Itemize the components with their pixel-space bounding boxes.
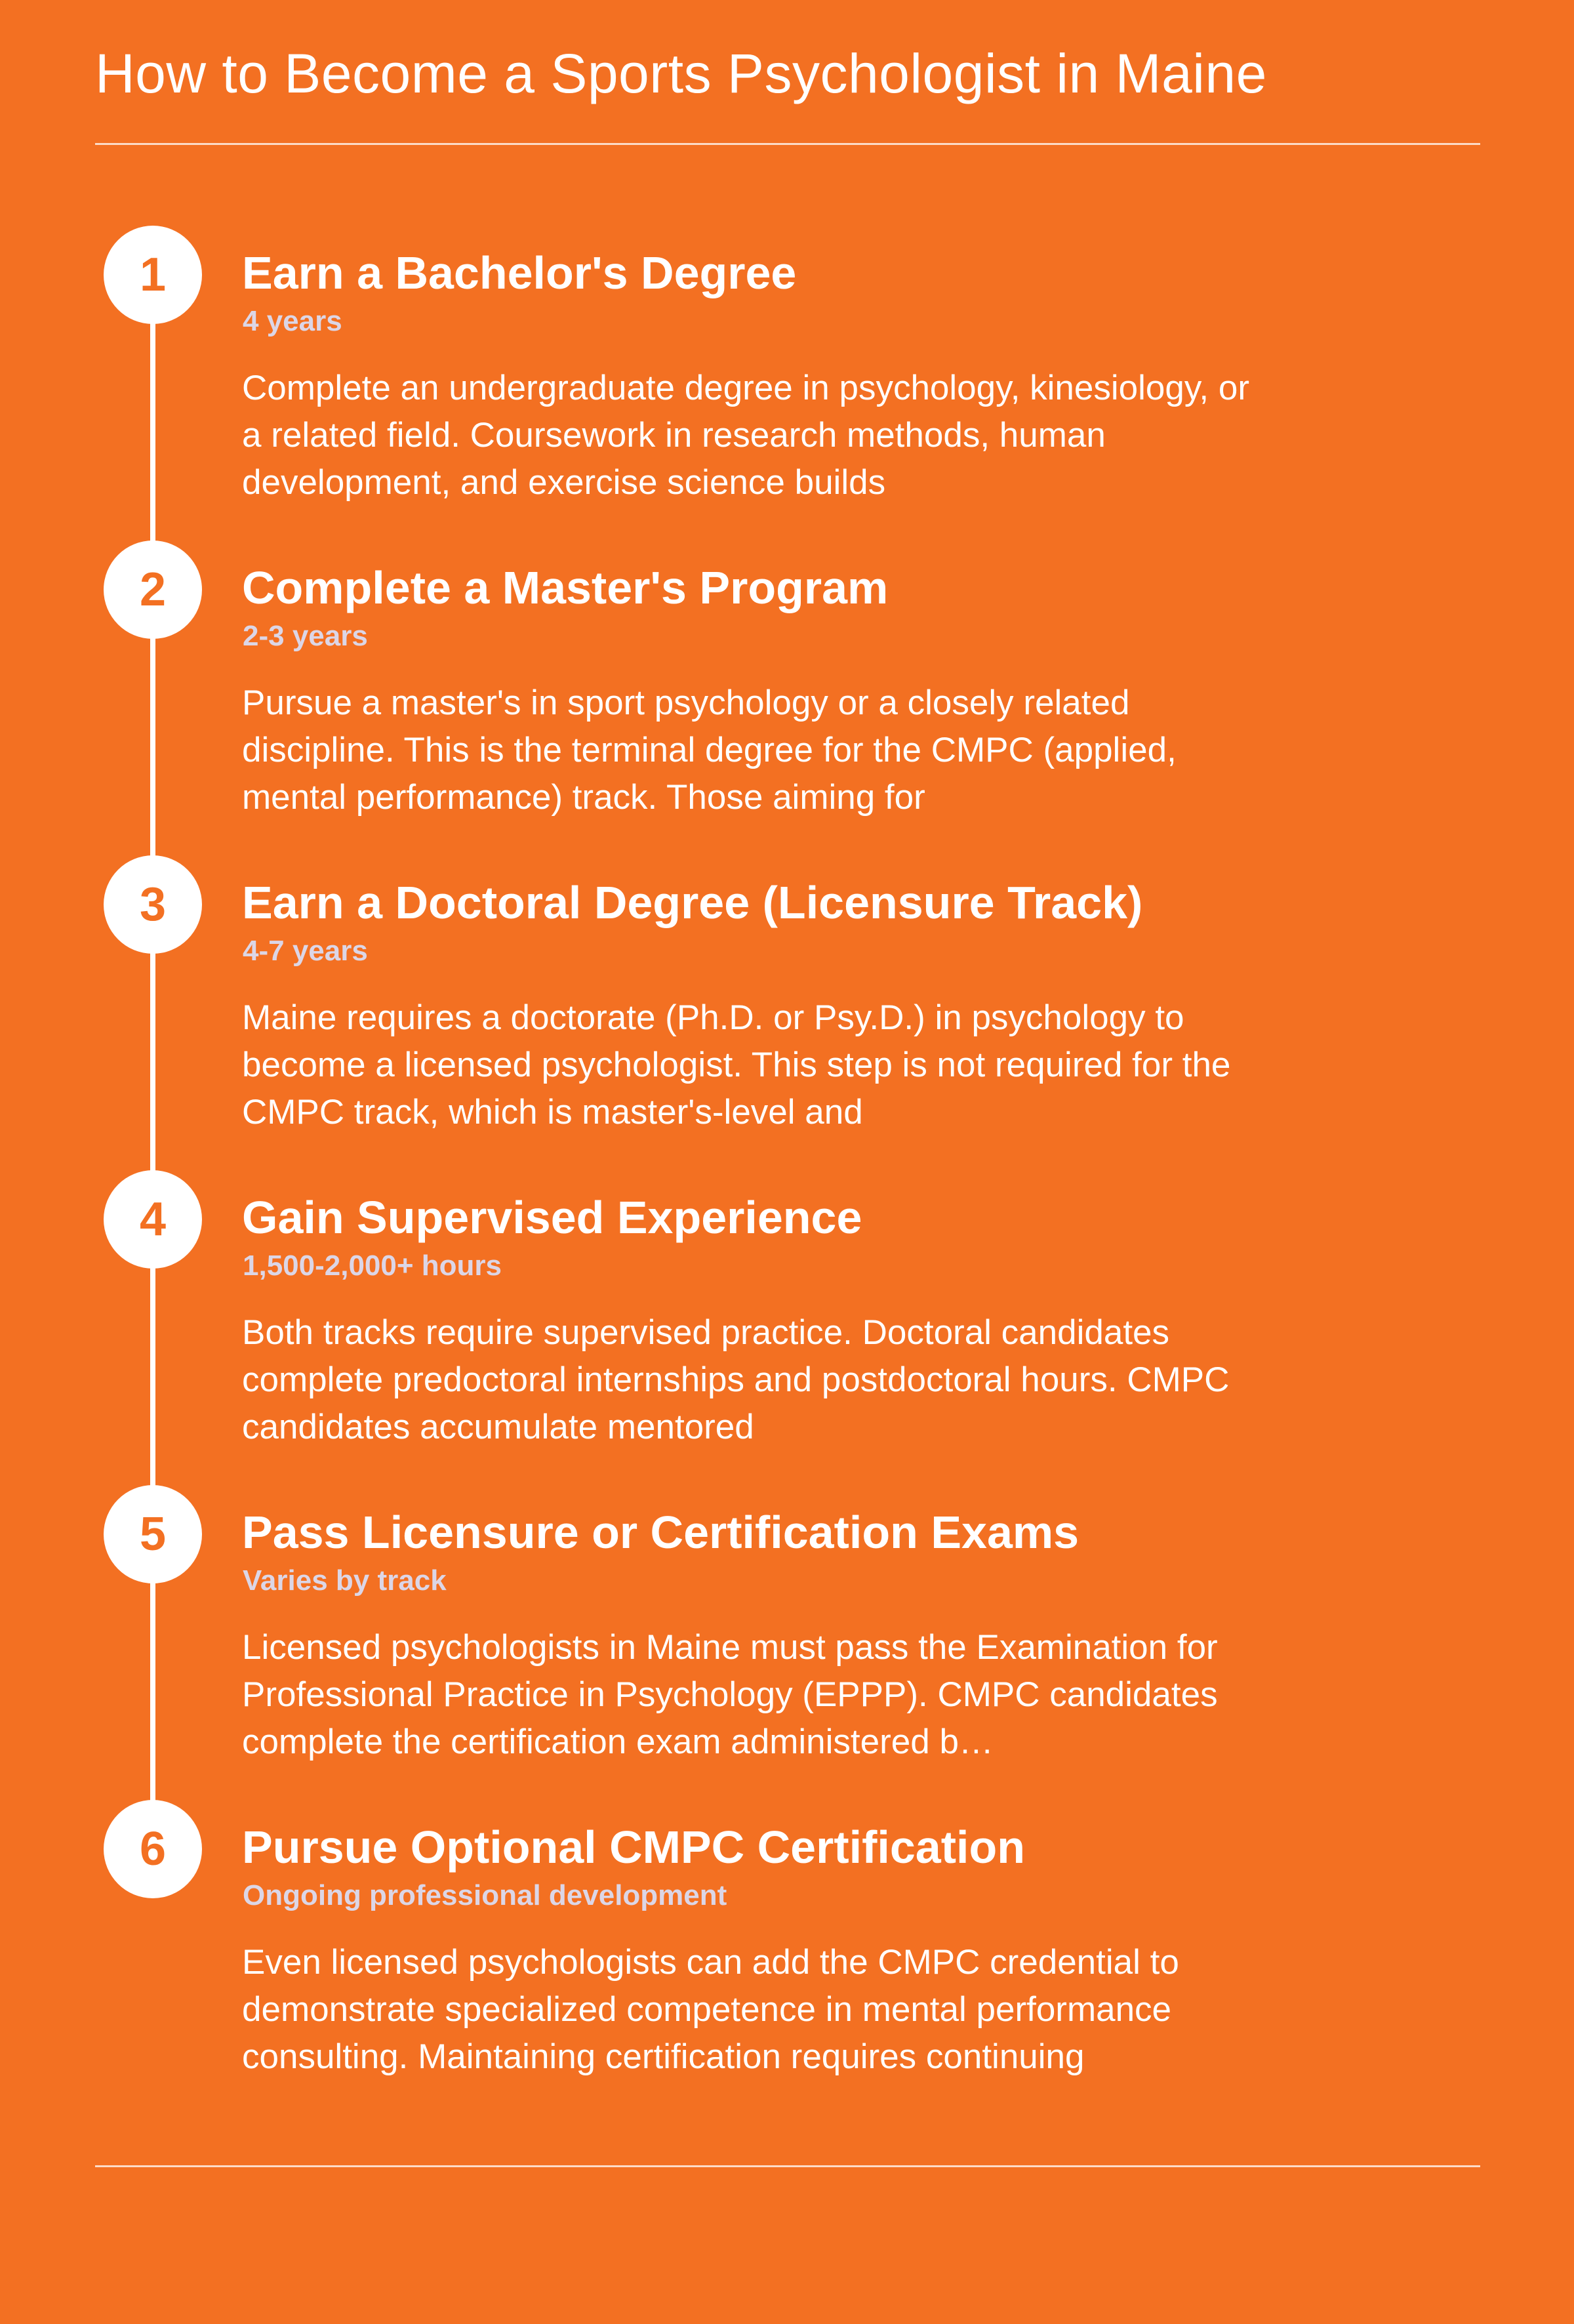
step-duration: 1,500-2,000+ hours bbox=[243, 1250, 502, 1282]
step-duration: 2-3 years bbox=[243, 620, 368, 652]
step-1 bbox=[0, 226, 1574, 540]
step-2 bbox=[0, 540, 1574, 855]
step-number-circle: 5 bbox=[104, 1485, 202, 1583]
step-title: Earn a Bachelor's Degree bbox=[242, 247, 797, 298]
step-duration: 4 years bbox=[243, 305, 342, 337]
step-title: Complete a Master's Program bbox=[242, 562, 889, 613]
step-number-circle: 2 bbox=[104, 540, 202, 639]
step-number-circle: 1 bbox=[104, 226, 202, 324]
top-divider bbox=[95, 143, 1480, 145]
step-duration: 4-7 years bbox=[243, 935, 368, 967]
step-title: Earn a Doctoral Degree (Licensure Track) bbox=[242, 877, 1143, 928]
step-title: Gain Supervised Experience bbox=[242, 1192, 862, 1243]
step-duration: Ongoing professional development bbox=[243, 1879, 727, 1911]
step-description: Complete an undergraduate degree in psychology, kinesiology, or a related field. Coursework in research methods, human development, and exercise science builds bbox=[242, 369, 1249, 502]
step-3 bbox=[0, 855, 1574, 1170]
step-title: Pursue Optional CMPC Certification bbox=[242, 1822, 1025, 1873]
step-duration: Varies by track bbox=[243, 1564, 447, 1597]
page-title: How to Become a Sports Psychologist in Maine bbox=[95, 43, 1267, 104]
step-description: Maine requires a doctorate (Ph.D. or Psy.D.) in psychology to become a licensed psychologist. This step is not required for the CMPC track, which is master's-level and bbox=[242, 998, 1231, 1131]
step-number-circle: 3 bbox=[104, 855, 202, 954]
step-number-circle: 6 bbox=[104, 1800, 202, 1898]
step-4 bbox=[0, 1170, 1574, 1485]
step-description: Licensed psychologists in Maine must pass the Examination for Professional Practice in Psychology (EPPP). CMPC candidates complete the certification exam administered b… bbox=[242, 1628, 1218, 1761]
step-title: Pass Licensure or Certification Exams bbox=[242, 1507, 1080, 1558]
step-5 bbox=[0, 1485, 1574, 1800]
step-description: Pursue a master's in sport psychology or a closely related discipline. This is the terminal degree for the CMPC (applied, mental performance) track. Those aiming for bbox=[242, 683, 1177, 817]
bottom-divider bbox=[95, 2165, 1480, 2167]
step-number-circle: 4 bbox=[104, 1170, 202, 1269]
step-description: Both tracks require supervised practice. Doctoral candidates complete predoctoral internships and postdoctoral hours. CMPC candidates accumulate mentored bbox=[242, 1313, 1230, 1446]
step-description: Even licensed psychologists can add the CMPC credential to demonstrate specialized competence in mental performance consulting. Maintaining certification requires continuing bbox=[242, 1943, 1179, 2076]
step-6 bbox=[0, 1800, 1574, 2115]
